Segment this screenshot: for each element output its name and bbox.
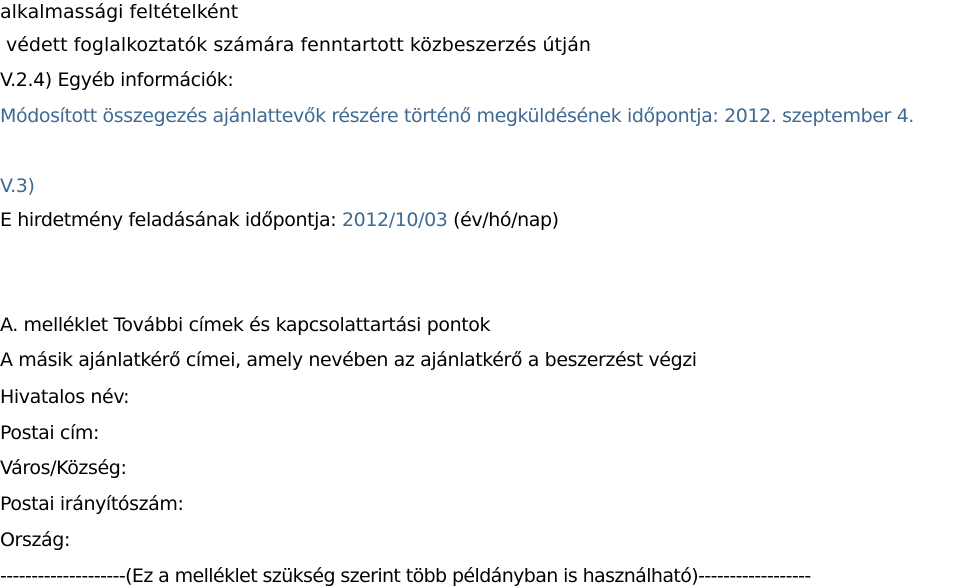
notice-dispatch-format: (év/hó/nap) — [447, 209, 559, 231]
modified-summary-paragraph — [0, 98, 952, 134]
town-label: Város/Község: — [0, 457, 127, 479]
text-line-eligibility: alkalmassági feltételként — [0, 1, 239, 23]
modified-summary-label: Módosított összegezés ajánlattevők részére történő megküldésének időpontja: — [0, 105, 725, 127]
section-v24-heading: V.2.4) Egyéb információk: — [0, 69, 234, 91]
other-authority-heading: A másik ajánlatkérő címei, amely nevében az ajánlatkérő a beszerzést végzi — [0, 349, 697, 371]
annex-repeat-note: --------------------(Ez a melléklet szükség szerint több példányban is használható)------------------ — [0, 565, 811, 587]
notice-dispatch-label: E hirdetmény feladásának időpontja: — [0, 209, 342, 231]
annex-a-heading: A. melléklet További címek és kapcsolattartási pontok — [0, 314, 491, 336]
text-line-sheltered-workshops: védett foglalkoztatók számára fenntartott közbeszerzés útján — [6, 34, 591, 56]
postal-code-label: Postai irányítószám: — [0, 493, 184, 515]
official-name-label: Hivatalos név: — [0, 386, 130, 408]
country-label: Ország: — [0, 529, 70, 551]
notice-dispatch-line — [0, 208, 559, 232]
section-v3-heading: V.3) — [0, 175, 35, 197]
modified-summary-date: 2012. szeptember 4. — [724, 105, 914, 127]
postal-address-label: Postai cím: — [0, 422, 99, 444]
notice-dispatch-date: 2012/10/03 — [341, 209, 448, 231]
